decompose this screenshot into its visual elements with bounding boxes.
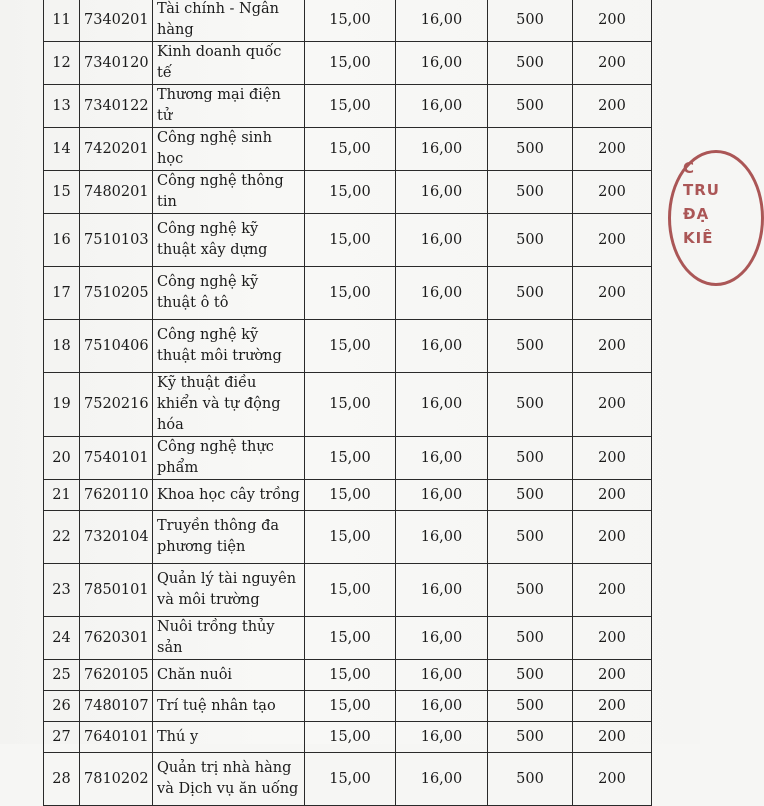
row-number: 21: [44, 480, 80, 511]
score-value: 15,00: [305, 267, 396, 320]
quota-value: 200: [573, 0, 652, 42]
row-number: 27: [44, 722, 80, 753]
score-value: 16,00: [396, 511, 488, 564]
major-code: 7320104: [80, 511, 153, 564]
score-value: 16,00: [396, 437, 488, 480]
quota-value: 500: [488, 564, 573, 617]
major-name: Công nghệ kỹ thuật môi trường: [153, 320, 305, 373]
score-value: 16,00: [396, 214, 488, 267]
row-number: 18: [44, 320, 80, 373]
table-row: [44, 267, 652, 320]
row-number: 22: [44, 511, 80, 564]
score-value: 16,00: [396, 85, 488, 128]
table-row: [44, 617, 652, 660]
major-name: Kinh doanh quốc tế: [153, 42, 305, 85]
score-value: 15,00: [305, 660, 396, 691]
score-value: 16,00: [396, 753, 488, 806]
quota-value: 500: [488, 373, 573, 437]
quota-value: 500: [488, 437, 573, 480]
major-name: Chăn nuôi: [153, 660, 305, 691]
quota-value: 200: [573, 267, 652, 320]
quota-value: 200: [573, 128, 652, 171]
score-value: 15,00: [305, 437, 396, 480]
quota-value: 200: [573, 437, 652, 480]
quota-value: 500: [488, 171, 573, 214]
score-value: 15,00: [305, 214, 396, 267]
major-name: Truyền thông đa phương tiện: [153, 511, 305, 564]
table-row: [44, 42, 652, 85]
major-code: 7510205: [80, 267, 153, 320]
major-code: 7480201: [80, 171, 153, 214]
score-value: 16,00: [396, 617, 488, 660]
score-value: 15,00: [305, 617, 396, 660]
row-number: 26: [44, 691, 80, 722]
table-row: [44, 660, 652, 691]
score-value: 15,00: [305, 511, 396, 564]
table-row: [44, 320, 652, 373]
quota-value: 200: [573, 42, 652, 85]
stamp-text: C: [683, 159, 696, 177]
quota-value: 500: [488, 128, 573, 171]
majors-table: [43, 0, 652, 806]
quota-value: 500: [488, 660, 573, 691]
major-name: Thương mại điện tử: [153, 85, 305, 128]
major-code: 7340201: [80, 0, 153, 42]
major-code: 7420201: [80, 128, 153, 171]
major-name: Kỹ thuật điều khiển và tự động hóa: [153, 373, 305, 437]
major-name: Tài chính - Ngân hàng: [153, 0, 305, 42]
major-code: 7810202: [80, 753, 153, 806]
major-code: 7510103: [80, 214, 153, 267]
major-code: 7340120: [80, 42, 153, 85]
stamp-text: KIÊ: [683, 229, 714, 247]
stamp-text: ĐẠ: [683, 205, 710, 223]
major-name: Công nghệ thực phẩm: [153, 437, 305, 480]
row-number: 16: [44, 214, 80, 267]
row-number: 14: [44, 128, 80, 171]
major-name: Khoa học cây trồng: [153, 480, 305, 511]
score-value: 16,00: [396, 480, 488, 511]
row-number: 17: [44, 267, 80, 320]
score-value: 16,00: [396, 320, 488, 373]
score-value: 16,00: [396, 660, 488, 691]
row-number: 12: [44, 42, 80, 85]
major-code: 7850101: [80, 564, 153, 617]
quota-value: 500: [488, 214, 573, 267]
major-name: Quản trị nhà hàng và Dịch vụ ăn uống: [153, 753, 305, 806]
quota-value: 200: [573, 480, 652, 511]
score-value: 15,00: [305, 128, 396, 171]
major-name: Công nghệ sinh học: [153, 128, 305, 171]
score-value: 15,00: [305, 320, 396, 373]
score-value: 16,00: [396, 267, 488, 320]
table-row: [44, 753, 652, 806]
quota-value: 200: [573, 722, 652, 753]
quota-value: 500: [488, 267, 573, 320]
quota-value: 200: [573, 564, 652, 617]
table-row: [44, 691, 652, 722]
table-row: [44, 480, 652, 511]
row-number: 15: [44, 171, 80, 214]
major-code: 7340122: [80, 85, 153, 128]
row-number: 25: [44, 660, 80, 691]
row-number: 11: [44, 0, 80, 42]
score-value: 15,00: [305, 753, 396, 806]
major-code: 7480107: [80, 691, 153, 722]
quota-value: 200: [573, 511, 652, 564]
score-value: 16,00: [396, 128, 488, 171]
score-value: 15,00: [305, 85, 396, 128]
quota-value: 500: [488, 480, 573, 511]
quota-value: 500: [488, 753, 573, 806]
table-row: [44, 171, 652, 214]
quota-value: 500: [488, 0, 573, 42]
score-value: 15,00: [305, 42, 396, 85]
table-row: [44, 511, 652, 564]
row-number: 13: [44, 85, 80, 128]
score-value: 15,00: [305, 691, 396, 722]
major-name: Công nghệ kỹ thuật xây dựng: [153, 214, 305, 267]
score-value: 15,00: [305, 373, 396, 437]
seal-stamp: [668, 150, 764, 286]
quota-value: 200: [573, 691, 652, 722]
score-value: 15,00: [305, 171, 396, 214]
major-code: 7620110: [80, 480, 153, 511]
table-row: [44, 85, 652, 128]
stamp-text: TRU: [683, 181, 720, 199]
major-name: Công nghệ kỹ thuật ô tô: [153, 267, 305, 320]
major-name: Công nghệ thông tin: [153, 171, 305, 214]
major-code: 7520216: [80, 373, 153, 437]
row-number: 24: [44, 617, 80, 660]
table-row: [44, 373, 652, 437]
quota-value: 200: [573, 660, 652, 691]
major-name: Nuôi trồng thủy sản: [153, 617, 305, 660]
table-row: [44, 0, 652, 42]
major-name: Quản lý tài nguyên và môi trường: [153, 564, 305, 617]
major-code: 7620105: [80, 660, 153, 691]
score-value: 15,00: [305, 480, 396, 511]
score-value: 15,00: [305, 722, 396, 753]
quota-value: 500: [488, 617, 573, 660]
quota-value: 500: [488, 320, 573, 373]
quota-value: 500: [488, 42, 573, 85]
table-row: [44, 214, 652, 267]
major-name: Trí tuệ nhân tạo: [153, 691, 305, 722]
score-value: 16,00: [396, 373, 488, 437]
score-value: 16,00: [396, 691, 488, 722]
quota-value: 200: [573, 85, 652, 128]
score-value: 16,00: [396, 564, 488, 617]
major-code: 7640101: [80, 722, 153, 753]
quota-value: 500: [488, 691, 573, 722]
quota-value: 500: [488, 511, 573, 564]
table-row: [44, 437, 652, 480]
score-value: 16,00: [396, 0, 488, 42]
major-name: Thú y: [153, 722, 305, 753]
table-row: [44, 722, 652, 753]
row-number: 28: [44, 753, 80, 806]
major-code: 7510406: [80, 320, 153, 373]
score-value: 15,00: [305, 0, 396, 42]
row-number: 23: [44, 564, 80, 617]
row-number: 20: [44, 437, 80, 480]
major-code: 7620301: [80, 617, 153, 660]
quota-value: 500: [488, 722, 573, 753]
quota-value: 200: [573, 373, 652, 437]
table-row: [44, 564, 652, 617]
table-row: [44, 128, 652, 171]
score-value: 16,00: [396, 722, 488, 753]
quota-value: 200: [573, 171, 652, 214]
quota-value: 200: [573, 753, 652, 806]
major-code: 7540101: [80, 437, 153, 480]
score-value: 16,00: [396, 42, 488, 85]
quota-value: 200: [573, 617, 652, 660]
score-value: 15,00: [305, 564, 396, 617]
score-value: 16,00: [396, 171, 488, 214]
quota-value: 500: [488, 85, 573, 128]
row-number: 19: [44, 373, 80, 437]
quota-value: 200: [573, 320, 652, 373]
quota-value: 200: [573, 214, 652, 267]
